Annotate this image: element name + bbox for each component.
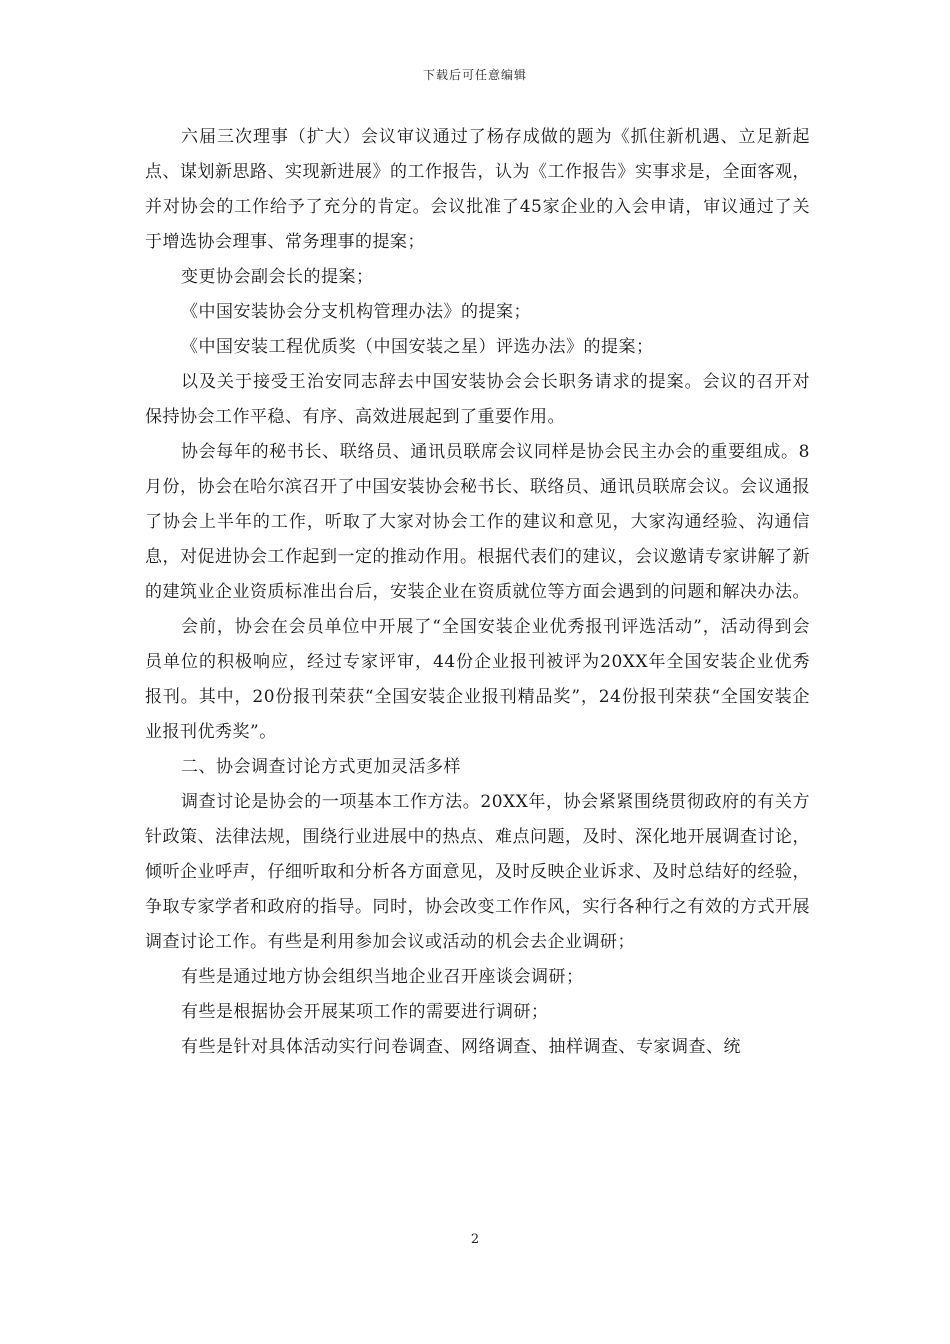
paragraph-newspaper-selection: 会前，协会在会员单位中开展了“全国安装企业优秀报刊评选活动”，活动得到会员单位的积极响应，经过专家评审，44份企业报刊被评为20XX年全国安装企业优秀报刊。其中，20份报刊荣获“全国安装企业报刊精品奖”，24份报刊荣获“全国安装企业报刊优秀奖”。: [145, 617, 810, 742]
paragraph-resignation-proposal: 以及关于接受王治安同志辞去中国安装协会会长职务请求的提案。会议的召开对保持协会工作平稳、有序、高效进展起到了重要作用。: [145, 372, 810, 427]
document-body: [145, 120, 810, 1065]
paragraph-local-symposium: 有些是通过地方协会组织当地企业召开座谈会调研；: [181, 967, 584, 987]
paragraph-secretary-meeting: 协会每年的秘书长、联络员、通讯员联席会议同样是协会民主办会的重要组成。8月份，协会在哈尔滨召开了中国安装协会秘书长、联络员、通讯员联席会议。会议通报了协会上半年的工作，听取了大家对协会工作的建议和意见，大家沟通经验、沟通信息，对促进协会工作起到一定的推动作用。根据代表们的建议，会议邀请专家讲解了新的建筑业企业资质标准出台后，安装企业在资质就位等方面会遇到的问题和解决办法。: [145, 442, 810, 602]
page-header: 下载后可任意编辑: [422, 68, 527, 82]
section-heading-research: 二、协会调查讨论方式更加灵活多样: [181, 757, 461, 777]
page-number: 2: [470, 1232, 480, 1247]
paragraph-vice-president-proposal: 变更协会副会长的提案；: [181, 267, 374, 287]
paragraph-council-meeting: 六届三次理事（扩大）会议审议通过了杨存成做的题为《抓住新机遇、立足新起点、谋划新思路、实现新进展》的工作报告，认为《工作报告》实事求是，全面客观，并对协会的工作给予了充分的肯定。会议批准了45家企业的入会申请，审议通过了关于增选协会理事、常务理事的提案；: [145, 127, 810, 252]
paragraph-survey-methods: 有些是针对具体活动实行问卷调查、网络调查、抽样调查、专家调查、统: [181, 1037, 741, 1057]
paragraph-quality-award-proposal: 《中国安装工程优质奖（中国安装之星）评选办法》的提案；: [181, 337, 654, 357]
paragraph-work-needs-research: 有些是根据协会开展某项工作的需要进行调研；: [181, 1002, 549, 1022]
paragraph-research-methods: 调查讨论是协会的一项基本工作方法。20XX年，协会紧紧围绕贯彻政府的有关方针政策、法律法规，围绕行业进展中的热点、难点问题，及时、深化地开展调查讨论，倾听企业呼声，仔细听取和分析各方面意见，及时反映企业诉求、及时总结好的经验，争取专家学者和政府的指导。同时，协会改变工作作风，实行各种行之有效的方式开展调查讨论工作。有些是利用参加会议或活动的机会去企业调研；: [145, 792, 810, 952]
paragraph-branch-rules-proposal: 《中国安装协会分支机构管理办法》的提案；: [181, 302, 531, 322]
